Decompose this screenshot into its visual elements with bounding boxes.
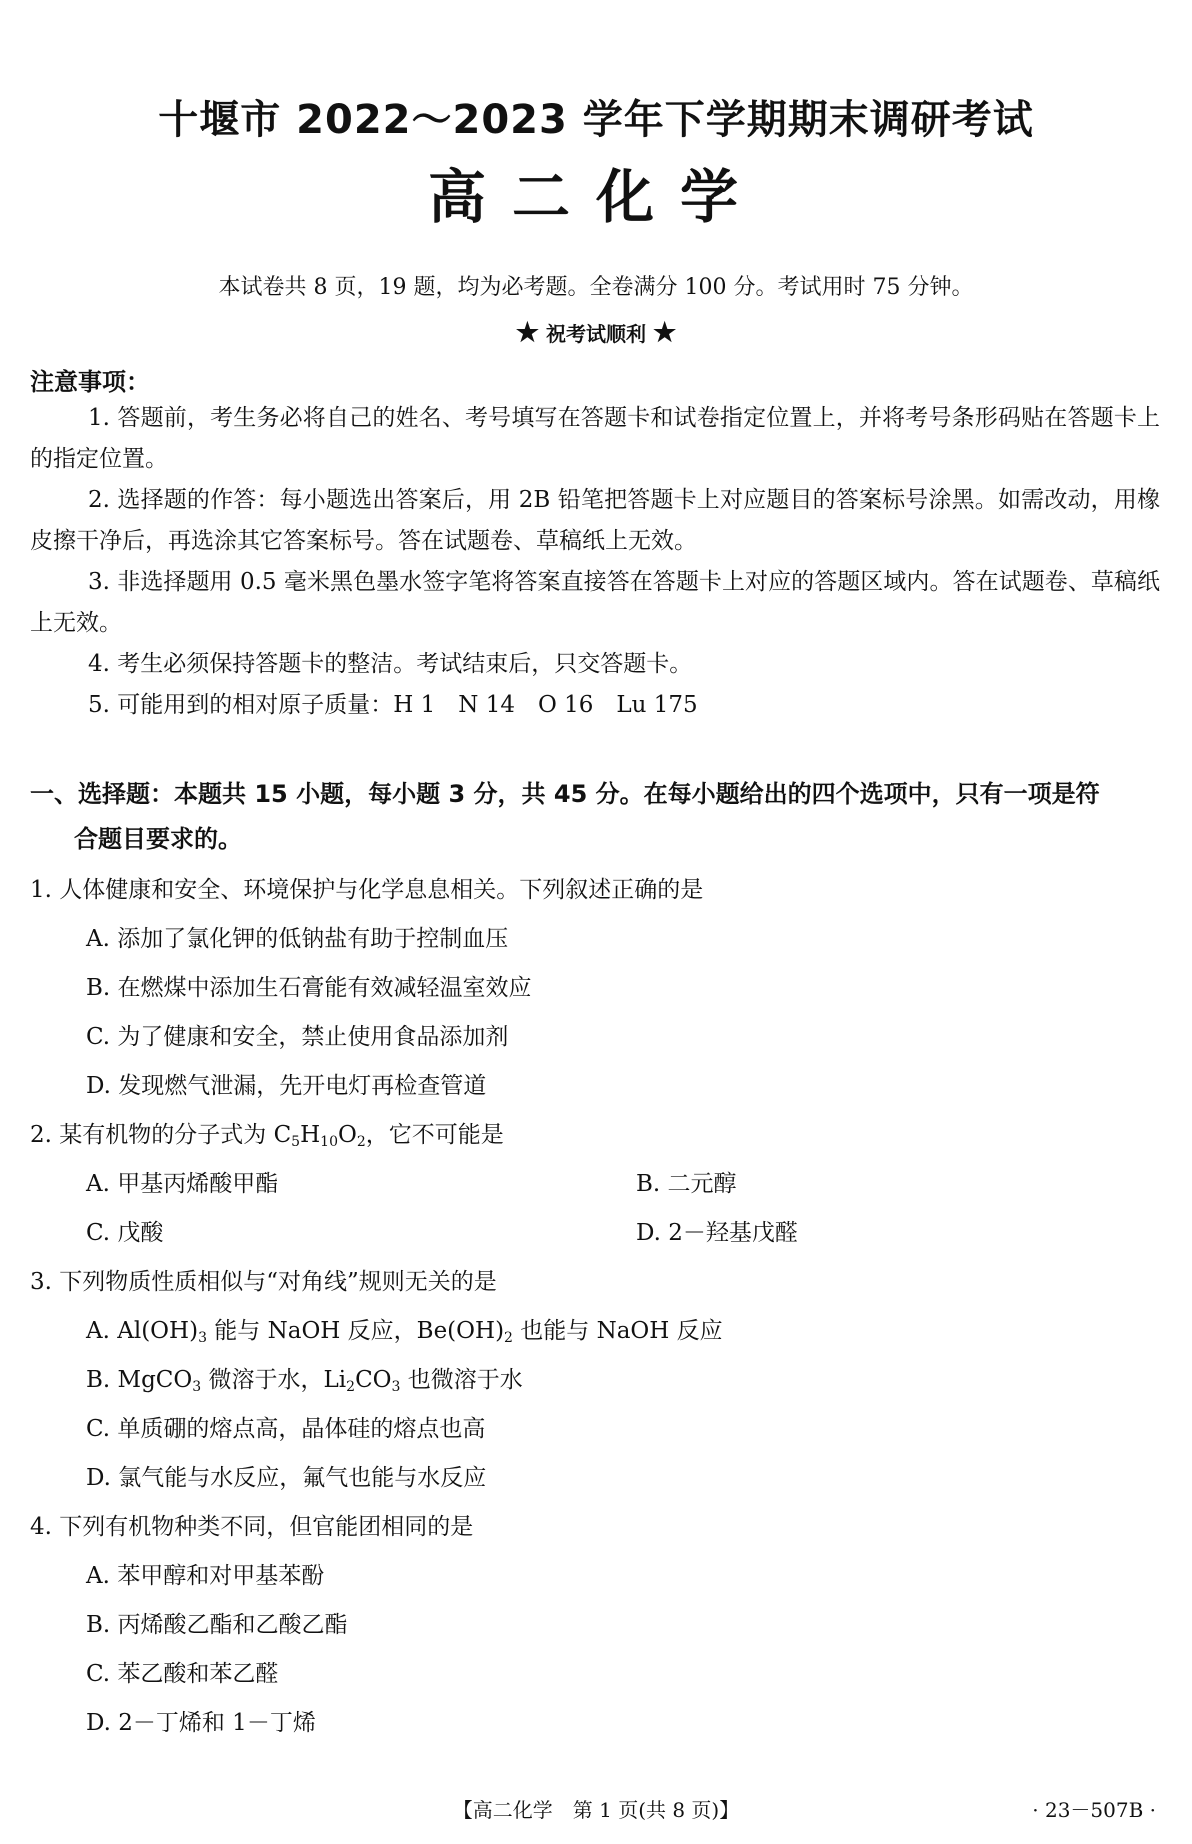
question-1-option-b: B. 在燃煤中添加生石膏能有效减轻温室效应 (86, 975, 532, 1001)
subscript: 2 (356, 1134, 366, 1150)
subscript: 2 (346, 1379, 356, 1395)
exam-title: 十堰市 2022～2023 学年下学期期末调研考试 (158, 97, 1034, 143)
exam-intro: 本试卷共 8 页，19 题，均为必考题。全卷满分 100 分。考试用时 75 分钟。 (218, 275, 974, 300)
question-2-stem (30, 1111, 1160, 1160)
question-2-option-b: B. 二元醇 (636, 1171, 737, 1197)
notice-item: 4. 考生必须保持答题卡的整洁。考试结束后，只交答题卡。 (88, 651, 693, 677)
option-text: B. MgCO (86, 1367, 193, 1393)
subscript: 10 (320, 1134, 338, 1150)
page-footer: 【高二化学 第 1 页(共 8 页)】 (452, 1798, 740, 1822)
question-3-option-a (30, 1307, 1160, 1356)
good-luck-line (0, 318, 1192, 348)
option-text: A. Al(OH) (86, 1318, 199, 1344)
question-3-option-d: D. 氯气能与水反应，氟气也能与水反应 (86, 1465, 487, 1491)
stem-text: 2. 某有机物的分子式为 C (30, 1122, 292, 1148)
question-2-option-d: D. 2－羟基戊醛 (636, 1220, 798, 1246)
section-heading-line: 一、选择题：本题共 15 小题，每小题 3 分，共 45 分。在每小题给出的四个选项中，只有一项是符 (30, 780, 1100, 808)
section-heading (30, 772, 1160, 862)
question-4-option-b: B. 丙烯酸乙酯和乙酸乙酯 (86, 1612, 348, 1638)
question-2-option-c: C. 戊酸 (86, 1220, 164, 1246)
subscript: 3 (198, 1330, 207, 1346)
question-1-option-c: C. 为了健康和安全，禁止使用食品添加剂 (86, 1024, 509, 1050)
notice-item: 5. 可能用到的相对原子质量：H 1 N 14 O 16 Lu 175 (88, 692, 698, 718)
question-3-option-c: C. 单质硼的熔点高，晶体硅的熔点也高 (86, 1416, 486, 1442)
question-4-option-d: D. 2－丁烯和 1－丁烯 (86, 1710, 316, 1736)
question-1-option-a: A. 添加了氯化钾的低钠盐有助于控制血压 (86, 926, 509, 952)
question-4-stem: 4. 下列有机物种类不同，但官能团相同的是 (30, 1514, 474, 1540)
question-1-option-d: D. 发现燃气泄漏，先开电灯再检查管道 (86, 1073, 487, 1099)
stem-text: H (300, 1122, 321, 1148)
option-text: 也能与 NaOH 反应 (512, 1318, 723, 1344)
subscript: 3 (192, 1379, 202, 1395)
notice-item: 1. 答题前，考生务必将自己的姓名、考号填写在答题卡和试卷指定位置上，并将考号条形码贴在答题卡上的指定位置。 (30, 405, 1160, 472)
question-4-option-c: C. 苯乙酸和苯乙醛 (86, 1661, 279, 1687)
subscript: 3 (391, 1379, 401, 1395)
question-3-option-b (30, 1356, 1160, 1405)
notice-item: 2. 选择题的作答：每小题选出答案后，用 2B 铅笔把答题卡上对应题目的答案标号涂黑。如需改动，用橡皮擦干净后，再选涂其它答案标号。答在试题卷、草稿纸上无效。 (30, 487, 1160, 554)
subject-title: 高二化学 (427, 163, 764, 231)
notice-item: 3. 非选择题用 0.5 毫米黑色墨水签字笔将答案直接答在答题卡上对应的答题区域内。答在试题卷、草稿纸上无效。 (30, 569, 1160, 636)
star-icon: ★ (515, 318, 540, 348)
subscript: 2 (504, 1330, 513, 1346)
exam-code: · 23－507B · (1032, 1798, 1156, 1822)
question-2-options-row (30, 1160, 1160, 1209)
question-list (30, 866, 1160, 1748)
question-2-option-a: A. 甲基丙烯酸甲酯 (86, 1171, 279, 1197)
stem-text: O (337, 1122, 357, 1148)
question-1-stem: 1. 人体健康和安全、环境保护与化学息息相关。下列叙述正确的是 (30, 877, 704, 903)
subscript: 5 (291, 1134, 301, 1150)
option-text: 能与 NaOH 反应，Be(OH) (206, 1318, 505, 1344)
option-text: 也微溶于水 (400, 1367, 523, 1393)
question-4-option-a: A. 苯甲醇和对甲基苯酚 (86, 1563, 325, 1589)
star-icon: ★ (652, 318, 677, 348)
stem-text: ，它不可能是 (365, 1122, 504, 1148)
question-2-options-row (30, 1209, 1160, 1258)
good-luck-text: 祝考试顺利 (546, 322, 646, 346)
notice-list (30, 398, 1160, 726)
option-text: 微溶于水，Li (201, 1367, 347, 1393)
notice-title: 注意事项： (30, 368, 150, 396)
section-heading-line: 合题目要求的。 (74, 825, 242, 853)
question-3-stem: 3. 下列物质性质相似与“对角线”规则无关的是 (30, 1269, 497, 1295)
option-text: CO (355, 1367, 392, 1393)
